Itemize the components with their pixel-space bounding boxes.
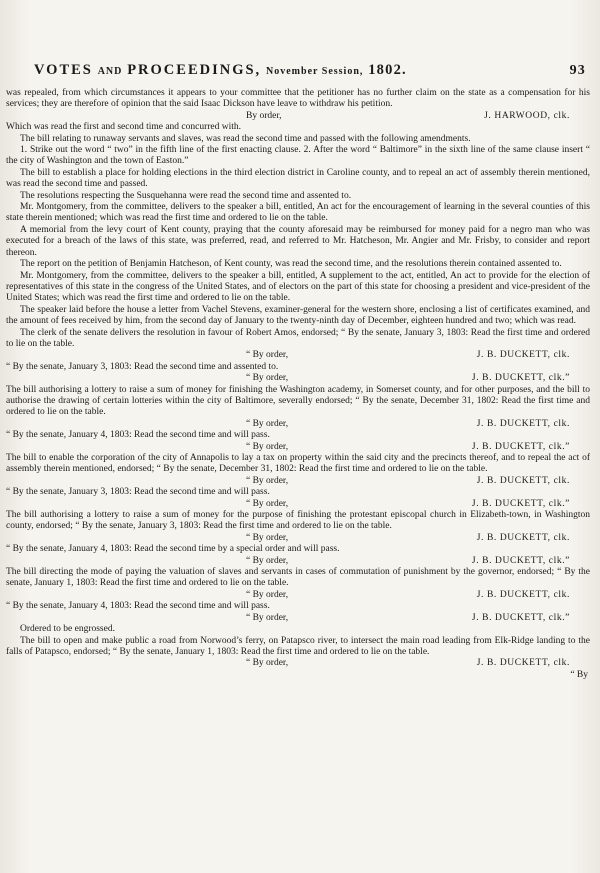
signature-by-order: “ By order,	[246, 475, 289, 486]
paragraph: Ordered to be engrossed.	[20, 624, 115, 635]
signature-by-order: “ By order,	[246, 441, 289, 452]
signature-line	[6, 658, 590, 669]
signature-clerk-name: J. B. DUCKETT, clk.”	[471, 373, 570, 384]
running-header	[34, 62, 586, 79]
signature-clerk-name: J. B. DUCKETT, clk.”	[471, 441, 570, 452]
paragraph: 1. Strike out the word “ two” in the fifth line of the first enacting clause. 2. After the word “ Baltimore” in the sixth line of the same clause insert “ the city of Washington and the town of Easton.”	[6, 145, 590, 167]
paragraph: The bill to enable the corporation of the city of Annapolis to lay a tax on property within the said city and the precincts thereof, and to repeal the act of assembly therein mentioned, endorsed; “ By the senate, December 31, 1802: Read the first time and ordered to lie on the table.	[6, 453, 590, 475]
header-title	[34, 62, 407, 79]
paragraph: The bill authorising a lottery to raise a sum of money for the purpose of finishing the protestant episcopal church in Elizabeth-town, in Washington county, endorsed; “ By the senate, January 3, 1803: Read the first time and ordered to lie on the table.	[6, 510, 590, 532]
signature-line	[6, 350, 590, 361]
signature-line	[6, 590, 590, 601]
paragraph: Mr. Montgomery, from the committee, delivers to the speaker a bill, entitled, A supplement to the act, entitled, An act to provide for the election of representatives of this state in the congress of the United States, and of electors on the part of this state for choosing a president and vice-president of the United States; which was read the first time and ordered to lie on the table.	[6, 270, 590, 304]
signature-clerk-name: J. B. DUCKETT, clk.	[476, 475, 570, 486]
signature-by-order: “ By order,	[246, 612, 289, 623]
signature-clerk-name: J. HARWOOD, clk.	[484, 110, 570, 121]
paragraph: “ By the senate, January 4, 1803: Read the second time and will pass.	[6, 601, 270, 612]
signature-line	[6, 111, 590, 122]
header-title-votes: VOTES	[34, 62, 93, 78]
header-session: November Session,	[266, 66, 364, 77]
signature-clerk-name: J. B. DUCKETT, clk.	[476, 658, 570, 669]
signature-by-order: “ By order,	[246, 555, 289, 566]
signature-by-order: “ By order,	[246, 589, 289, 600]
paragraph: “ By the senate, January 3, 1803: Read the second time and assented to.	[6, 361, 279, 372]
document-body	[6, 88, 590, 681]
signature-clerk-name: J. B. DUCKETT, clk.	[476, 350, 570, 361]
signature-by-order: “ By order,	[246, 350, 289, 361]
paragraph: The bill authorising a lottery to raise a sum of money for finishing the Washington academy, in Somerset county, and for other purposes, and the bill to authorise the drawing of certain lotteries within the city of Baltimore, severally endorsed; “ By the senate, December 31, 1802: Read the first time and ordered to lie on the table.	[6, 384, 590, 418]
paragraph: Mr. Montgomery, from the committee, delivers to the speaker a bill, entitled, An act for the encouragement of learning in the several counties of this state therein mentioned; which was read the first time and ordered to lie on the table.	[6, 202, 590, 224]
paragraph: A memorial from the levy court of Kent county, praying that the county aforesaid may be reimbursed for money paid for a negro man who was executed for a breach of the laws of this state, was preferred, read, and referred to Mr. Hatcheson, Mr. Angier and Mr. Frisby, to consider and report thereon.	[6, 224, 590, 258]
signature-line	[6, 533, 590, 544]
paragraph: The report on the petition of Benjamin Hatcheson, of Kent county, was read the second time, and the resolutions therein contained assented to.	[20, 259, 562, 270]
paragraph: The clerk of the senate delivers the resolution in favour of Robert Amos, endorsed; “ By the senate, January 3, 1803: Read the first time and ordered to lie on the table.	[6, 327, 590, 349]
signature-by-order: By order,	[246, 110, 282, 121]
signature-line	[6, 476, 590, 487]
paragraph: The speaker laid before the house a letter from Vachel Stevens, examiner-general for the western shore, enclosing a list of certificates examined, and the amount of fees received by him, from the second day of January to the twenty-ninth day of December, eighteen hundred and two; which was read.	[6, 304, 590, 327]
signature-by-order: “ By order,	[246, 498, 289, 509]
signature-line	[6, 556, 590, 567]
catchword: “ By	[570, 669, 588, 680]
signature-by-order: “ By order,	[246, 373, 289, 384]
paragraph: “ By the senate, January 3, 1803: Read the second time and will pass.	[6, 487, 270, 498]
paragraph: The resolutions respecting the Susquehanna were read the second time and assented to.	[20, 190, 352, 201]
paragraph: The bill directing the mode of paying the valuation of slaves and servants in cases of commutation of punishment by the governor, endorsed; “ By the senate, January 1, 1803: Read the first time and ordered to lie on the table.	[6, 567, 590, 589]
paragraph: The bill to open and make public a road from Norwood’s ferry, on Patapsco river, to intersect the main road leading from Elk-Ridge landing to the falls of Patapsco, endorsed; “ By the senate, January 1, 1803: Read the first time and ordered to lie on the table.	[6, 635, 590, 657]
paragraph: The bill to establish a place for holding elections in the third election district in Caroline county, and to repeal an act of assembly therein mentioned, was read the second time and passed.	[6, 167, 590, 190]
signature-line	[6, 373, 590, 384]
signature-clerk-name: J. B. DUCKETT, clk.	[476, 418, 570, 429]
paragraph: Which was read the first and second time and concurred with.	[6, 122, 242, 133]
signature-clerk-name: J. B. DUCKETT, clk.”	[471, 498, 570, 509]
signature-by-order: “ By order,	[246, 418, 289, 429]
paragraph: The bill relating to runaway servants and slaves, was read the second time and passed with the following amendments.	[20, 133, 471, 144]
signature-clerk-name: J. B. DUCKETT, clk.	[476, 589, 570, 600]
signature-by-order: “ By order,	[246, 658, 289, 669]
signature-clerk-name: J. B. DUCKETT, clk.	[476, 532, 570, 543]
header-title-and: AND	[97, 66, 123, 77]
signature-line	[6, 419, 590, 430]
signature-line	[6, 613, 590, 624]
paragraph: “ By the senate, January 4, 1803: Read the second time by a special order and will pass.	[6, 544, 340, 555]
signature-by-order: “ By order,	[246, 532, 289, 543]
paragraph: “ By the senate, January 4, 1803: Read the second time and will pass.	[6, 430, 270, 441]
signature-line	[6, 442, 590, 453]
signature-line	[6, 499, 590, 510]
signature-clerk-name: J. B. DUCKETT, clk.”	[471, 612, 570, 623]
signature-clerk-name: J. B. DUCKETT, clk.”	[471, 555, 570, 566]
page-number: 93	[569, 63, 586, 78]
header-title-proceedings: PROCEEDINGS,	[127, 62, 262, 78]
paragraph: was repealed, from which circumstances it appears to your committee that the petitioner has no further claim on the state as a compensation for his services; they are therefore of opinion that the said Isaac Dickson have leave to withdraw his petition.	[6, 88, 590, 110]
header-year: 1802.	[368, 62, 407, 78]
